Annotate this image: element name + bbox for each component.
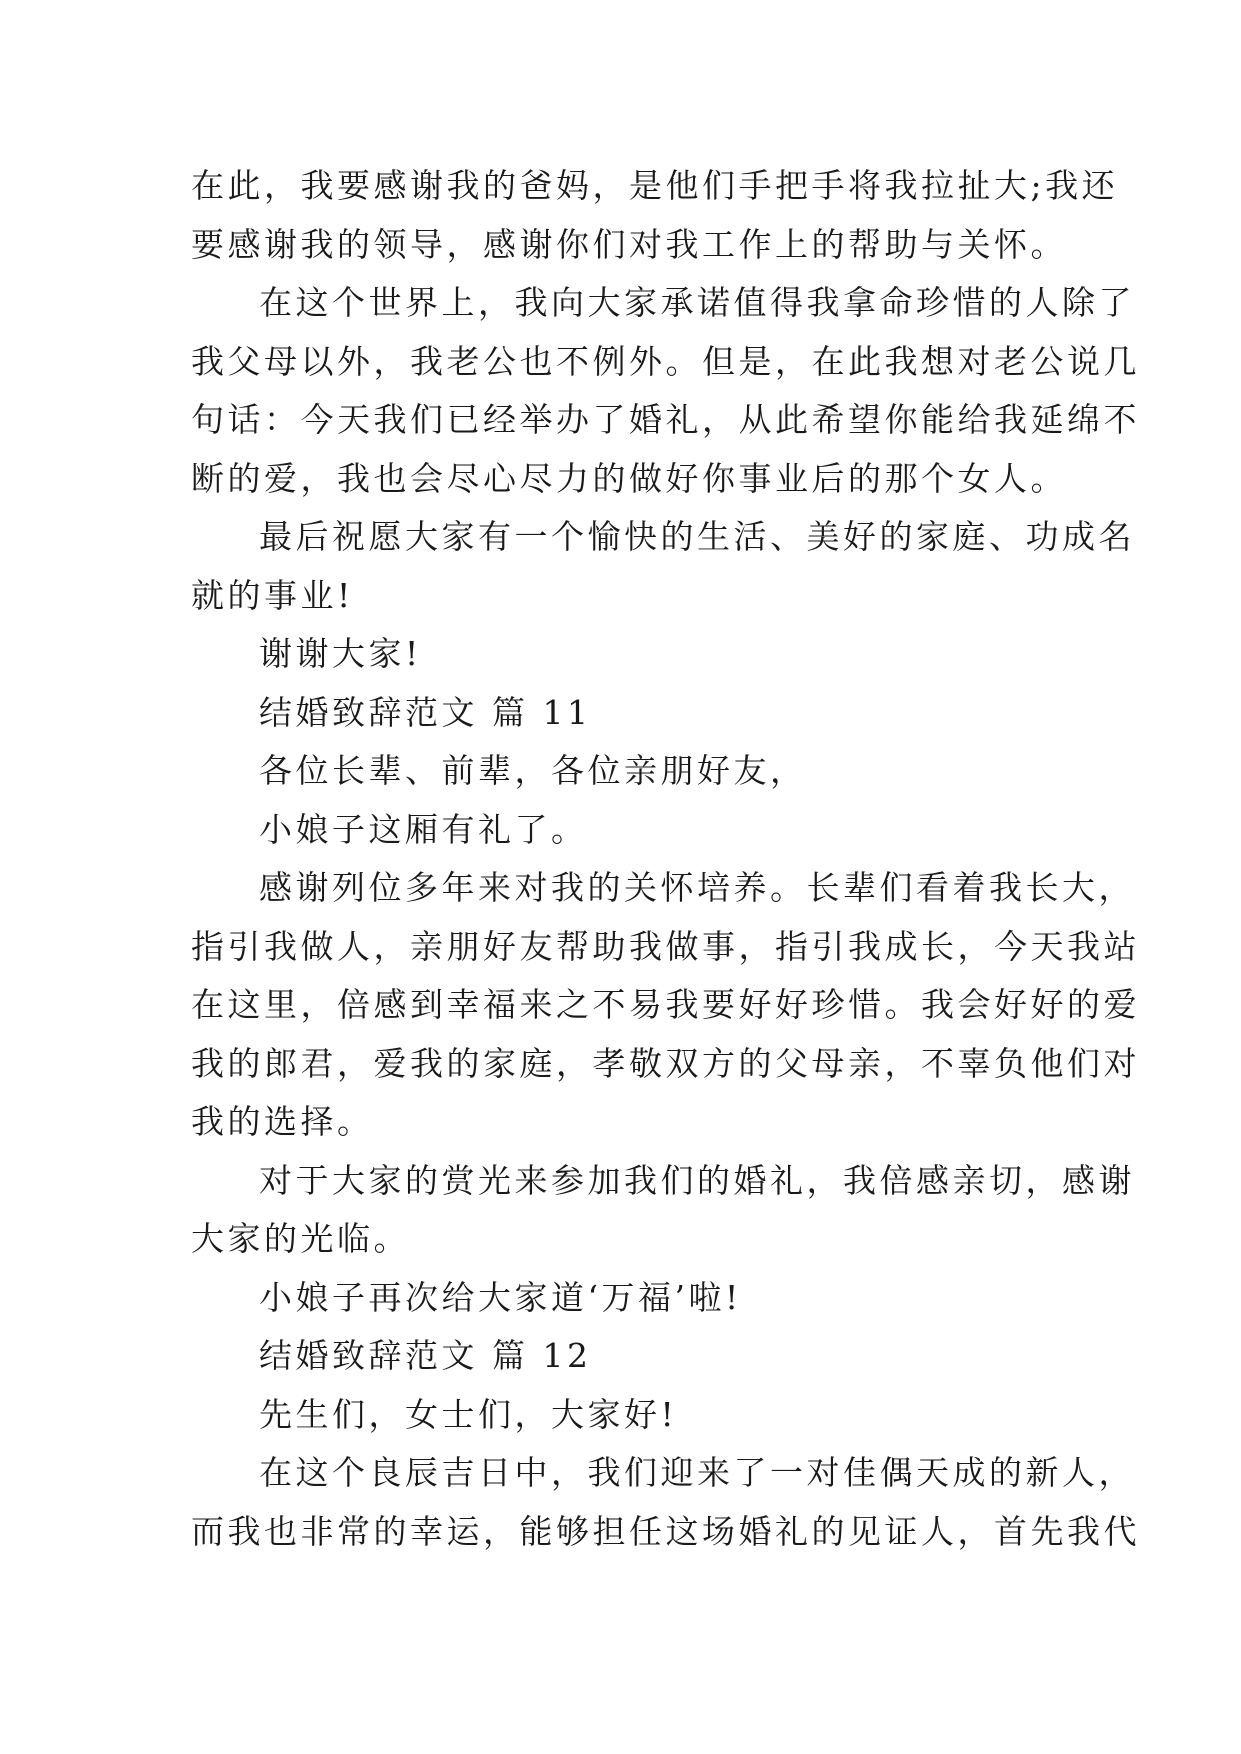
text-line: 我父母以外，我老公也不例外。但是，在此我想对老公说几 [191,341,1140,381]
text-line: 先生们，女士们，大家好! [259,1394,678,1434]
text-line: 我的选择。 [191,1102,374,1141]
text-line: 小娘子这厢有礼了。 [259,809,588,849]
text-line: 在这个良辰吉日中，我们迎来了一对佳偶天成的新人， [259,1453,1135,1492]
text-line: 指引我做人，亲朋好友帮助我做事，指引我成长，今天我站 [191,926,1140,966]
text-line: 在此，我要感谢我的爸妈，是他们手把手将我拉扯大;我还 [191,166,1119,205]
text-line: 最后祝愿大家有一个愉快的生活、美好的家庭、功成名 [259,517,1135,556]
section-heading: 结婚致辞范文 篇 12 [259,1336,592,1375]
text-line: 谢谢大家! [259,634,422,673]
text-line: 大家的光临。 [191,1219,410,1258]
text-line: 感谢列位多年来对我的关怀培养。长辈们看着我长大， [259,868,1135,907]
document-body [191,157,1140,1561]
text-line: 就的事业! [191,575,354,615]
text-line: 各位长辈、前辈，各位亲朋好友， [259,751,807,790]
text-line: 要感谢我的领导，感谢你们对我工作上的帮助与关怀。 [191,224,1067,264]
section-heading: 结婚致辞范文 篇 11 [259,692,592,732]
text-line: 小娘子再次给大家道‘万福’啦! [259,1277,742,1317]
text-line: 而我也非常的幸运，能够担任这场婚礼的见证人，首先我代 [191,1511,1140,1551]
text-line: 断的爱，我也会尽心尽力的做好你事业后的那个女人。 [191,458,1067,498]
text-line: 在这里，倍感到幸福来之不易我要好好珍惜。我会好好的爱 [191,985,1140,1024]
text-line: 对于大家的赏光来参加我们的婚礼，我倍感亲切，感谢 [259,1160,1135,1200]
text-line: 句话：今天我们已经举办了婚礼，从此希望你能给我延绵不 [191,400,1140,439]
text-line: 我的郎君，爱我的家庭，孝敬双方的父母亲，不辜负他们对 [191,1043,1140,1083]
text-line: 在这个世界上，我向大家承诺值得我拿命珍惜的人除了 [259,283,1135,322]
